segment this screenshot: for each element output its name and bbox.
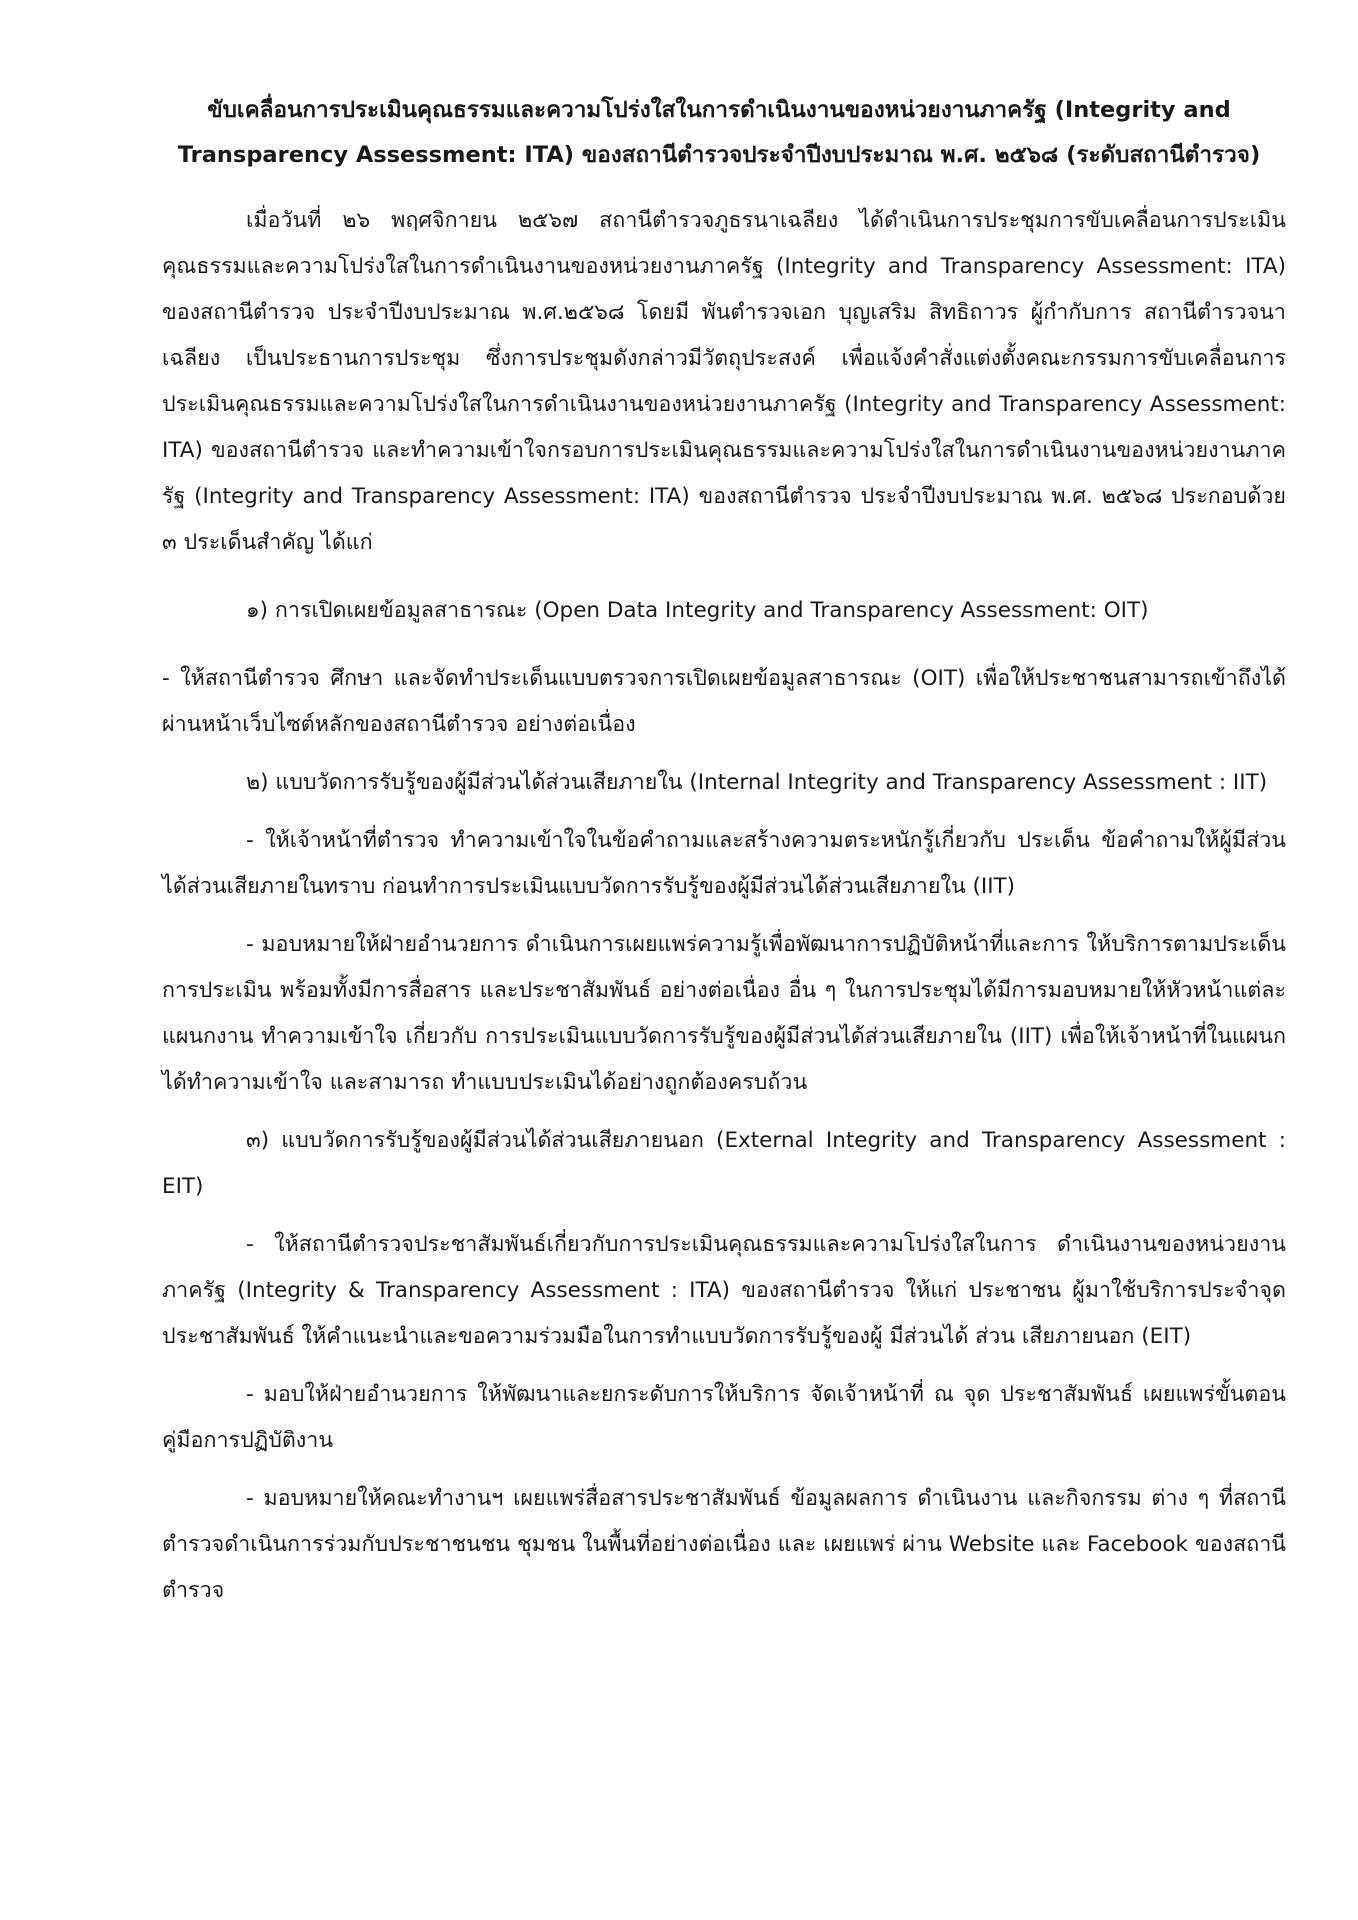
document-title [152,88,1286,178]
section-2-item-1: - ให้เจ้าหน้าที่ตำรวจ ทำความเข้าใจในข้อคำถามและสร้างความตระหนักรู้เกี่ยวกับ ประเด็น ข้อคำถามให้ผู้มีส่วนได้ส่วนเสียภายในทราบ ก่อนทำการประเมินแบบวัดการรับรู้ของผู้มีส่วนได้ส่วนเสียภายใน (IIT) [162,828,1286,899]
section-3-heading: ๓) แบบวัดการรับรู้ของผู้มีส่วนได้ส่วนเสียภายนอก (External Integrity and Transparency Assessment : EIT) [162,1128,1286,1199]
section-2-item-2: - มอบหมายให้ฝ่ายอำนวยการ ดำเนินการเผยแพร่ความรู้เพื่อพัฒนาการปฏิบัติหน้าที่และการ ให้บริการตามประเด็นการประเมิน พร้อมทั้งมีการสื่อสาร และประชาสัมพันธ์ อย่างต่อเนื่อง อื่น ๆ ในการประชุมได้มีการมอบหมายให้หัวหน้าแต่ละแผนกงาน ทำความเข้าใจ เกี่ยวกับ การประเมินแบบวัดการรับรู้ของผู้มีส่วนได้ส่วนเสียภายใน (IIT) เพื่อให้เจ้าหน้าที่ในแผนกได้ทำความเข้าใจ และสามารถ ทำแบบประเมินได้อย่างถูกต้องครบถ้วน [162,932,1286,1095]
section-1-item-1: - ให้สถานีตำรวจ ศึกษา และจัดทำประเด็นแบบตรวจการเปิดเผยข้อมูลสาธารณะ (OIT) เพื่อให้ประชาชนสามารถเข้าถึงได้ผ่านหน้าเว็บไซต์หลักของสถานีตำรวจ อย่างต่อเนื่อง [162,666,1286,737]
section-3-item-1: - ให้สถานีตำรวจประชาสัมพันธ์เกี่ยวกับการประเมินคุณธรรมและความโปร่งใสในการ ดำเนินงานของหน่วยงานภาครัฐ (Integrity & Transparency Assessment : ITA) ของสถานีตำรวจ ให้แก่ ประชาชน ผู้มาใช้บริการประจำจุดประชาสัมพันธ์ ให้คำแนะนำและขอความร่วมมือในการทำแบบวัดการรับรู้ของผู้ มีส่วนได้ ส่วน เสียภายนอก (EIT) [162,1232,1286,1349]
section-3-item-3: - มอบหมายให้คณะทำงานฯ เผยแพร่สื่อสารประชาสัมพันธ์ ข้อมูลผลการ ดำเนินงาน และกิจกรรม ต่าง ๆ ที่สถานีตำรวจดำเนินการร่วมกับประชาชนชน ชุมชน ในพื้นที่อย่างต่อเนื่อง และ เผยแพร่ ผ่าน Website และ Facebook ของสถานีตำรวจ [162,1486,1286,1603]
intro-paragraph: เมื่อวันที่ ๒๖ พฤศจิกายน ๒๕๖๗ สถานีตำรวจภูธรนาเฉลียง ได้ดำเนินการประชุมการขับเคลื่อนการประเมินคุณธรรมและความโปร่งใสในการดำเนินงานของหน่วยงานภาครัฐ (Integrity and Transparency Assessment: ITA) ของสถานีตำรวจ ประจำปีงบประมาณ พ.ศ.๒๕๖๘ โดยมี พันตำรวจเอก บุญเสริม สิทธิถาวร ผู้กำกับการ สถานีตำรวจนาเฉลียง เป็นประธานการประชุม ซึ่งการประชุมดังกล่าวมีวัตถุประสงค์ เพื่อแจ้งคำสั่งแต่งตั้งคณะกรรมการขับเคลื่อนการประเมินคุณธรรมและความโปร่งใสในการดำเนินงานของหน่วยงานภาครัฐ (Integrity and Transparency Assessment: ITA) ของสถานีตำรวจ และทำความเข้าใจกรอบการประเมินคุณธรรมและความโปร่งใสในการดำเนินงานของหน่วยงานภาครัฐ (Integrity and Transparency Assessment: ITA) ของสถานีตำรวจ ประจำปีงบประมาณ พ.ศ. ๒๕๖๘ ประกอบด้วย ๓ ประเด็นสำคัญ ได้แก่ [162,208,1286,555]
section-3-item-2: - มอบให้ฝ่ายอำนวยการ ให้พัฒนาและยกระดับการให้บริการ จัดเจ้าหน้าที่ ณ จุด ประชาสัมพันธ์ เผยแพร่ขั้นตอน คู่มือการปฏิบัติงาน [162,1382,1286,1453]
title-line-1: ขับเคลื่อนการประเมินคุณธรรมและความโปร่งใสในการดำเนินงานของหน่วยงานภาครัฐ (Integrity and [207,97,1231,123]
section-1-heading: ๑) การเปิดเผยข้อมูลสาธารณะ (Open Data Integrity and Transparency Assessment: OIT) [246,598,1149,623]
title-line-2: Transparency Assessment: ITA) ของสถานีตำรวจประจำปีงบประมาณ พ.ศ. ๒๕๖๘ (ระดับสถานีตำรวจ) [177,142,1261,168]
section-2-heading: ๒) แบบวัดการรับรู้ของผู้มีส่วนได้ส่วนเสียภายใน (Internal Integrity and Transparency Assessment : IIT) [246,770,1268,795]
